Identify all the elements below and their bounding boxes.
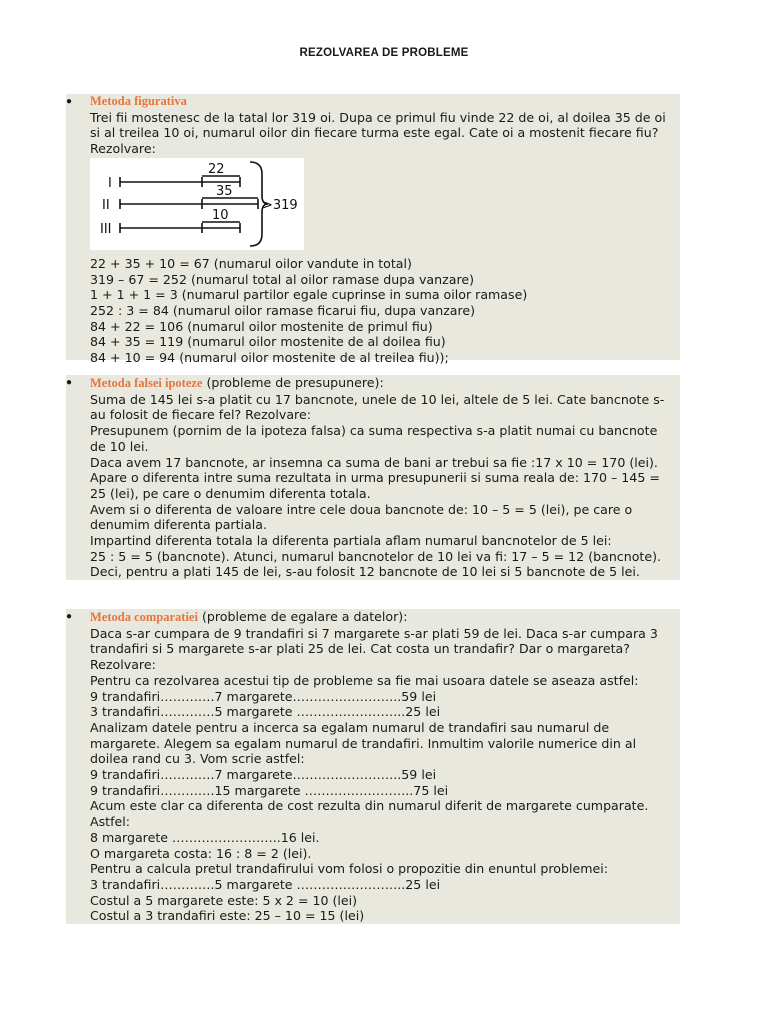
text-line: au folosit de fiecare fel? Rezolvare: [90,407,311,423]
calc-line: 84 + 10 = 94 (numarul oilor mostenite de al treilea fiu)); [90,350,449,366]
section-false-hypothesis-method [66,375,680,580]
segment-value: 22 [208,161,225,177]
text-line: Rezolvare: [90,141,156,157]
calc-line: 84 + 22 = 106 (numarul oilor mostenite de primul fiu) [90,318,433,334]
section-heading: Metoda falsei ipoteze [90,376,203,390]
text-line: Analizam datele pentru a incerca sa egalam numarul de trandafiri sau numarul de [90,719,610,735]
text-line: Costul a 5 margarete este: 5 x 2 = 10 (lei) [90,892,358,908]
row-label: I [108,175,112,191]
text-line: Pentru ca rezolvarea acestui tip de probleme sa fie mai usoara datele se aseaza astfel: [90,672,639,688]
text-line: Impartind diferenta totala la diferenta partiala aflam numarul bancnotelor de 5 lei: [90,533,612,549]
text-line: si al treilea 10 oi, numarul oilor din fiecare turma este egal. Cate oi a mostenit fiecare fiu? [90,125,659,141]
calc-line: 22 + 35 + 10 = 67 (numarul oilor vandute in total) [90,255,412,271]
text-line: de 10 lei. [90,438,149,454]
text-line: Daca avem 17 bancnote, ar insemna ca suma de bani ar trebui sa fie :17 x 10 = 170 (lei). [90,454,658,470]
text-line: 9 trandafiri………….15 margarete ……………………..75 lei [90,782,449,798]
text-line: Acum este clar ca diferenta de cost rezulta din numarul diferit de margarete cumparate. [90,798,649,814]
bullet-icon: ● [66,611,73,622]
text-line: 25 (lei), pe care o denumim diferenta totala. [90,485,371,501]
bullet-icon: ● [66,377,73,388]
text-line: Trei fii mostenesc de la tatal lor 319 oi. Dupa ce primul fiu vinde 22 de oi, al doilea 35 de oi [90,109,666,125]
total-value: >319 [262,197,298,213]
text-line: denumim diferenta partiala. [90,517,267,533]
text-line: Deci, pentru a plati 145 de lei, s-au folosit 12 bancnote de 10 lei si 5 bancnote de 5 lei. [90,564,640,580]
section-heading: Metoda figurativa [90,94,187,108]
text-line: margarete. Alegem sa egalam numarul de trandafiri. Inmultim valorile numerice din al [90,735,637,751]
row-label: II [102,197,110,213]
text-line: Presupunem (pornim de la ipoteza falsa) ca suma respectiva s-a platit numai cu bancnote [90,423,658,439]
section-comparison-method [66,609,680,924]
text-line: Pentru a calcula pretul trandafirului vom folosi o propozitie din enuntul problemei: [90,861,608,877]
text-line: 3 trandafiri………….5 margarete ……………………..25 lei [90,704,441,720]
calc-line: 1 + 1 + 1 = 3 (numarul partilor egale cuprinse in suma oilor ramase) [90,287,528,303]
page-title: REZOLVAREA DE PROBLEME [299,47,469,59]
text-line: doilea rand cu 3. Vom scrie astfel: [90,751,305,767]
section-subtitle: (probleme de egalare a datelor): [197,609,408,624]
segment-diagram [90,158,304,250]
text-line: 3 trandafiri………….5 margarete ……………………..25 lei [90,876,441,892]
text-line: Astfel: [90,814,131,830]
calc-line: 252 : 3 = 84 (numarul oilor ramase ficarui fiu, dupa vanzare) [90,302,476,318]
text-line: 9 trandafiri………….7 margarete……………………..59 lei [90,688,437,704]
section-heading: Metoda comparatiei [90,610,198,624]
text-line: Rezolvare: [90,657,156,673]
section-figurative-method [66,94,680,366]
text-line: trandafiri si 5 margarete s-ar plati 25 de lei. Cat costa un trandafir? Dar o margareta? [90,641,630,657]
bullet-icon: ● [66,96,73,107]
text-line: Avem si o diferenta de valoare intre cele doua bancnote de: 10 – 5 = 5 (lei), pe care o [90,501,633,517]
text-line: O margareta costa: 16 : 8 = 2 (lei). [90,845,312,861]
text-line: Apare o diferenta intre suma rezultata in urma presupunerii si suma reala de: 170 – 145 = [90,470,660,486]
calc-line: 84 + 35 = 119 (numarul oilor mostenite de al doilea fiu) [90,334,446,350]
text-line: 8 margarete ……………………..16 lei. [90,829,320,845]
segment-value: 35 [216,183,233,199]
segment-value: 10 [212,207,229,223]
text-line: Daca s-ar cumpara de 9 trandafiri si 7 margarete s-ar plati 59 de lei. Daca s-ar cumpara 3 [90,625,658,641]
text-line: Costul a 3 trandafiri este: 25 – 10 = 15 (lei) [90,908,365,924]
section-subtitle: (probleme de presupunere): [202,375,384,390]
text-line: 25 : 5 = 5 (bancnote). Atunci, numarul bancnotelor de 10 lei va fi: 17 – 5 = 12 (bancnote). [90,548,662,564]
text-line: Suma de 145 lei s-a platit cu 17 bancnote, unele de 10 lei, altele de 5 lei. Cate bancnote s- [90,391,665,407]
calc-line: 319 – 67 = 252 (numarul total al oilor ramase dupa vanzare) [90,271,475,287]
text-line: 9 trandafiri………….7 margarete……………………..59 lei [90,767,437,783]
row-label: III [100,221,112,237]
